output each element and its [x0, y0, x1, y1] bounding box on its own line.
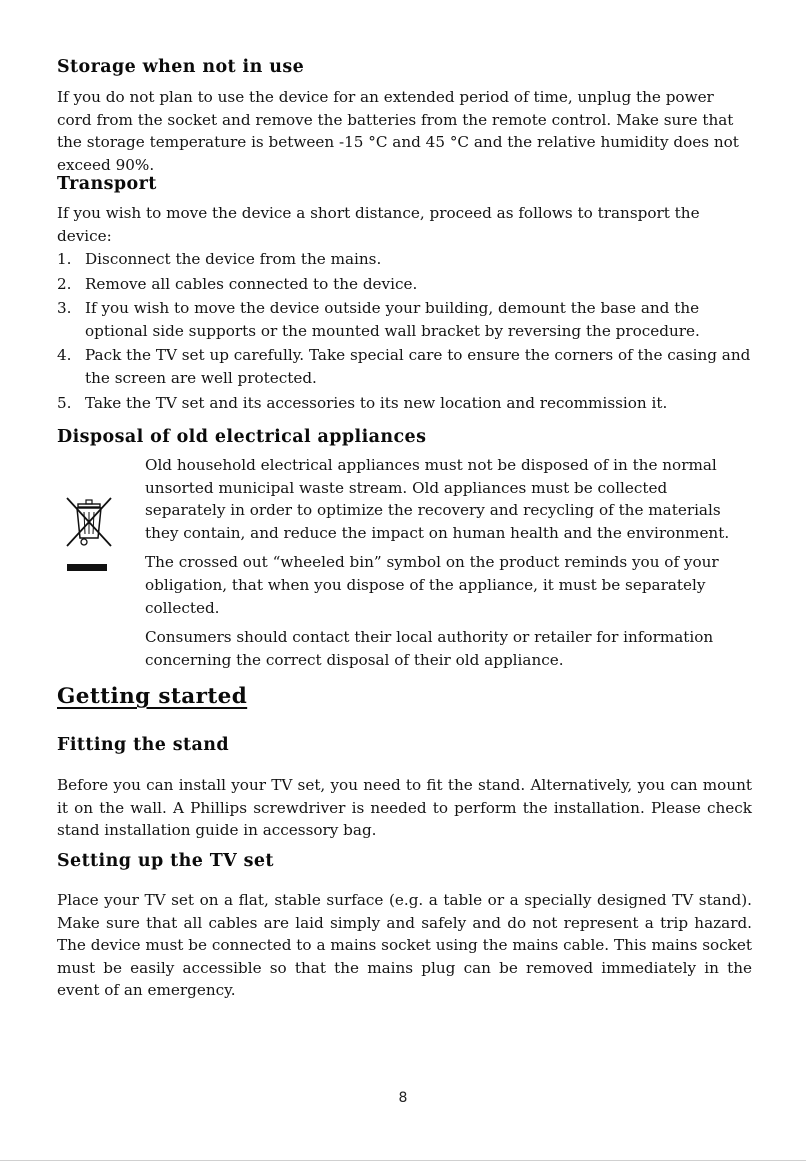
disposal-text [145, 454, 752, 678]
transport-steps [57, 248, 752, 414]
fitting-stand-body: Before you can install your TV set, you need to fit the stand. Alternatively, you can mount it on the wall. A Phillips screwdriver is needed to perform the installation. Please check stand installation guide in accessory bag. [57, 776, 752, 840]
disposal-heading: Disposal of old electrical appliances [57, 427, 427, 447]
getting-started-heading: Getting started [57, 684, 248, 709]
crossed-out-wheelie-bin-icon [57, 494, 121, 576]
list-item: 5. Take the TV set and its accessories to its new location and recommission it. [57, 393, 668, 412]
transport-heading: Transport [57, 174, 157, 194]
disposal-section [57, 454, 752, 674]
bottom-rule [0, 1160, 806, 1161]
page-number: 8 [398, 1090, 408, 1106]
storage-heading: Storage when not in use [57, 57, 305, 77]
disposal-paragraph: Old household electrical appliances must not be disposed of in the normal unsorted municipal waste stream. Old appliances must be collected separately in order to optimize the recovery and recycling of the materials they contain, and reduce the impact on human health and the environment. [145, 456, 730, 542]
list-item: 4. Pack the TV set up carefully. Take special care to ensure the corners of the casing and the screen are well protected. [57, 346, 751, 387]
setup-body: Place your TV set on a flat, stable surface (e.g. a table or a specially designed TV stand). Make sure that all cables are laid simply and safely and do not represent a trip hazard. The device must be connected to a mains socket using the mains cable. This mains socket must be easily accessible so that the mains plug can be removed immediately in the event of an emergency. [57, 891, 752, 1000]
list-item: 2. Remove all cables connected to the device. [57, 274, 418, 293]
list-item: 1. Disconnect the device from the mains. [57, 250, 382, 268]
disposal-paragraph: Consumers should contact their local authority or retailer for information concerning the correct disposal of their old appliance. [145, 628, 714, 669]
storage-body: If you do not plan to use the device for an extended period of time, unplug the power cord from the socket and remove the batteries from the remote control. Make sure that the storage temperature is between -15 °C and 45 °C and the relative humidity does not exceed 90%. [57, 88, 739, 174]
list-item: 3. If you wish to move the device outside your building, demount the base and the optional side supports or the mounted wall bracket by reversing the procedure. [57, 299, 700, 340]
fitting-stand-heading: Fitting the stand [57, 735, 230, 755]
transport-intro: If you wish to move the device a short distance, proceed as follows to transport the device: [57, 204, 700, 245]
setup-heading: Setting up the TV set [57, 851, 274, 871]
disposal-paragraph: The crossed out “wheeled bin” symbol on the product reminds you of your obligation, that when you dispose of the appliance, it must be separately collected. [145, 553, 719, 617]
